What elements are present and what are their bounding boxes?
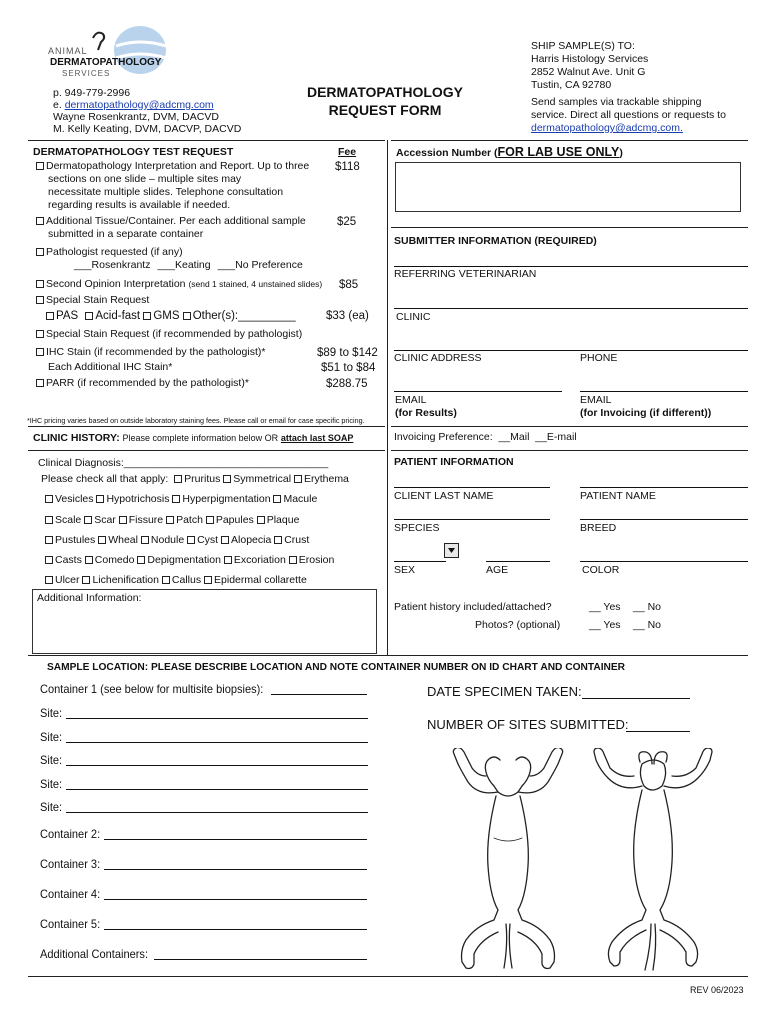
symptom-checkbox[interactable] <box>137 556 145 564</box>
symptom-checkbox[interactable] <box>204 576 212 584</box>
symptom-label: Depigmentation <box>147 554 221 566</box>
email-invoicing <box>580 394 711 420</box>
symptom-row-2 <box>45 493 317 506</box>
container-2-line[interactable] <box>104 839 367 840</box>
divider <box>28 450 385 451</box>
symptom-label: Pustules <box>55 534 96 546</box>
container-3-line[interactable] <box>104 869 367 870</box>
clinic-address-label: CLINIC ADDRESS <box>394 352 482 364</box>
additional-tissue-label: Additional Tissue/Container. Per each additional sample <box>46 215 306 227</box>
logo <box>48 24 168 80</box>
symptom-label: Scar <box>94 514 116 526</box>
site-label: Site: <box>40 730 63 744</box>
symptom-label: Cyst <box>197 534 219 546</box>
interpretation-label: Dermatopathology Interpretation and Report. Up to three <box>46 160 310 172</box>
ship-street: 2852 Walnut Ave. Unit G <box>531 66 646 78</box>
symptom-label: Vesicles <box>55 493 94 505</box>
symptom-checkbox[interactable] <box>45 556 53 564</box>
second-opinion-note: (send 1 stained, 4 unstained slides) <box>188 279 323 289</box>
breed-label: BREED <box>580 522 617 534</box>
symptom-row-1 <box>41 473 349 486</box>
symptom-checkbox[interactable] <box>294 475 302 483</box>
test-item-additional-tissue <box>36 215 306 241</box>
site-line[interactable] <box>66 765 368 766</box>
age-label: AGE <box>486 564 509 576</box>
site-line[interactable] <box>66 789 368 790</box>
symptom-checkbox[interactable] <box>45 536 53 544</box>
second-opinion-checkbox[interactable] <box>36 280 44 288</box>
container-1-line[interactable] <box>271 694 367 695</box>
revision-label: REV 06/2023 <box>690 985 744 995</box>
symptom-checkbox[interactable] <box>174 475 182 483</box>
accession-close: ) <box>619 147 623 159</box>
photos-no[interactable]: __ No <box>633 619 662 631</box>
symptom-label: Alopecia <box>231 534 272 546</box>
additional-tissue-line-2: submitted in a separate container <box>48 228 204 240</box>
site-line[interactable] <box>66 742 368 743</box>
container-5-label: Container 5: <box>40 917 101 931</box>
container-2-label: Container 2: <box>40 827 101 841</box>
symptom-label: Papules <box>215 514 254 526</box>
divider <box>28 655 748 656</box>
ihc-fee: $89 to $142 <box>317 347 378 359</box>
clinic-label: CLINIC <box>396 311 431 323</box>
additional-information-box[interactable] <box>32 589 377 654</box>
symptom-checkbox[interactable] <box>82 576 90 584</box>
additional-tissue-checkbox[interactable] <box>36 217 44 225</box>
num-sites-label: NUMBER OF SITES SUBMITTED: <box>427 717 629 732</box>
form-title-line-1: DERMATOPATHOLOGY <box>306 84 464 100</box>
ihc-additional-label: Each Additional IHC Stain* <box>48 361 173 373</box>
chevron-down-icon <box>445 544 458 557</box>
symptom-label: Crust <box>284 534 310 546</box>
ship-label: SHIP SAMPLE(S) TO: <box>531 40 635 52</box>
site-label: Site: <box>40 777 63 791</box>
symptom-checkbox[interactable] <box>45 516 53 524</box>
divider <box>391 140 748 141</box>
dorsal-outline <box>594 748 712 970</box>
photos-yes[interactable]: __ Yes <box>589 619 621 631</box>
symptom-checkbox[interactable] <box>141 536 149 544</box>
symptom-checkbox[interactable] <box>273 495 281 503</box>
color-line[interactable] <box>580 561 748 562</box>
special-stain-checkbox[interactable] <box>36 296 44 304</box>
symptom-checkbox[interactable] <box>45 576 53 584</box>
parr-fee: $288.75 <box>326 378 368 390</box>
header-phone: p. 949-779-2996 <box>53 87 131 99</box>
symptom-checkbox[interactable] <box>274 536 282 544</box>
symptom-label: Fissure <box>128 514 164 526</box>
symptom-label: Lichenification <box>92 574 159 586</box>
email-results <box>395 394 457 420</box>
breed-line[interactable] <box>580 519 748 520</box>
symptom-label: Plaque <box>266 514 300 526</box>
history-no[interactable]: __ No <box>633 601 662 613</box>
stain-options <box>46 309 296 323</box>
symptom-label: Macule <box>283 493 318 505</box>
symptom-checkbox[interactable] <box>224 556 232 564</box>
test-item-pathologist <box>36 246 303 272</box>
patient-name-label: PATIENT NAME <box>580 490 656 502</box>
ventral-outline <box>453 748 562 969</box>
divider <box>28 976 748 977</box>
fee-heading: Fee <box>338 146 357 158</box>
divider <box>391 426 748 427</box>
divider <box>28 140 385 141</box>
accession-heading <box>396 143 623 161</box>
species-line[interactable] <box>394 519 550 520</box>
email-results-sub: (for Results) <box>395 407 457 419</box>
form-title <box>280 83 490 119</box>
accession-label: Accession Number ( <box>396 147 498 159</box>
ihc-footnote: *IHC pricing varies based on outside laboratory staining fees. Please call or email for case specific pricing. <box>27 416 365 425</box>
symptom-label: Callus <box>171 574 202 586</box>
email-invoicing-sub: (for Invoicing (if different)) <box>580 407 712 419</box>
sex-line[interactable] <box>394 561 446 562</box>
interpretation-line-4: regarding results is available if needed. <box>48 199 231 211</box>
pathologist-option-no-preference[interactable]: ___No Preference <box>217 259 303 271</box>
additional-tissue-fee: $25 <box>337 216 357 228</box>
submitter-heading: SUBMITTER INFORMATION (REQUIRED) <box>394 235 597 247</box>
ship-address <box>531 40 648 92</box>
symptom-label: Comedo <box>94 554 135 566</box>
form-title-line-2: REQUEST FORM <box>328 102 442 118</box>
site-label: Site: <box>40 753 63 767</box>
email-results-label: EMAIL <box>395 394 427 406</box>
symptom-label: Ulcer <box>55 574 80 586</box>
ihc-label: IHC Stain (if recommended by the pathologist)* <box>46 346 266 358</box>
header-email-link[interactable]: dermatopathology@adcmg.com <box>64 99 214 111</box>
accession-number-field[interactable] <box>395 162 741 212</box>
additional-containers-label: Additional Containers: <box>40 947 149 961</box>
ship-name: Harris Histology Services <box>531 53 649 65</box>
special-stain-label: Special Stain Request <box>46 294 150 306</box>
attach-soap-label: attach last SOAP <box>280 433 354 443</box>
species-label: SPECIES <box>394 522 440 534</box>
ship-note-1: Send samples via trackable shipping <box>531 96 702 108</box>
date-taken-line[interactable] <box>582 698 690 699</box>
patient-name-line[interactable] <box>580 487 748 488</box>
container-1-label: Container 1 (see below for multisite biopsies): <box>40 682 264 696</box>
parr-checkbox[interactable] <box>36 379 44 387</box>
symptom-checkbox[interactable] <box>187 536 195 544</box>
pathologist-option-rosenkrantz[interactable]: ___Rosenkrantz <box>74 259 151 271</box>
second-opinion-fee: $85 <box>339 279 359 291</box>
symptom-label: Excoriation <box>233 554 286 566</box>
sex-label: SEX <box>394 564 416 576</box>
ihc-additional-fee: $51 to $84 <box>321 362 376 374</box>
symptom-label: Scale <box>55 514 82 526</box>
test-item-parr <box>36 377 249 390</box>
photos-question: Photos? (optional) <box>475 619 561 631</box>
symptom-row-4 <box>45 534 309 547</box>
gms-checkbox[interactable] <box>143 312 151 320</box>
email-prefix: e. <box>53 99 65 111</box>
symptom-label: Nodule <box>150 534 185 546</box>
symptom-row-6 <box>45 574 307 587</box>
additional-information-label: Additional Information: <box>37 592 142 604</box>
ship-city: Tustin, CA 92780 <box>531 79 612 91</box>
symptom-label: Hypotrichosis <box>106 493 170 505</box>
test-item-interpretation <box>36 160 309 212</box>
symptom-checkbox[interactable] <box>223 475 231 483</box>
symptom-checkbox[interactable] <box>85 556 93 564</box>
pas-label: PAS <box>56 310 79 322</box>
symptom-row-5 <box>45 554 334 567</box>
pathologist-checkbox[interactable] <box>36 248 44 256</box>
symptom-checkbox[interactable] <box>289 556 297 564</box>
color-label: COLOR <box>582 564 620 576</box>
symptom-label: Wheal <box>108 534 138 546</box>
special-stain-recommended-label: Special Stain Request (if recommended by pathologist) <box>46 328 303 340</box>
num-sites-line[interactable] <box>626 731 690 732</box>
history-yes[interactable]: __ Yes <box>589 601 621 613</box>
symptom-checkbox[interactable] <box>166 516 174 524</box>
client-last-name-line[interactable] <box>394 487 550 488</box>
divider <box>28 426 385 427</box>
phone-label: PHONE <box>580 352 618 364</box>
other-stain-label: Other(s):_________ <box>192 310 296 322</box>
doctor-2: M. Kelly Keating, DVM, DACVP, DACVD <box>53 123 242 135</box>
symptom-label: Symmetrical <box>233 473 292 485</box>
container-4-line[interactable] <box>104 899 367 900</box>
additional-containers-line[interactable] <box>154 959 367 960</box>
symptom-checkbox[interactable] <box>84 516 92 524</box>
pas-checkbox[interactable] <box>46 312 54 320</box>
pathologist-label: Pathologist requested (if any) <box>46 246 183 258</box>
symptom-checkbox[interactable] <box>162 576 170 584</box>
other-stain-checkbox[interactable] <box>183 312 191 320</box>
test-item-ihc <box>36 346 265 359</box>
invoicing-preference[interactable]: Invoicing Preference: __Mail __E-mail <box>394 431 577 443</box>
symptom-checkbox[interactable] <box>257 516 265 524</box>
clinic-history-heading-line <box>33 432 353 444</box>
ship-note-2: service. Direct all questions or requests to <box>531 109 726 121</box>
symptom-label: Epidermal collarette <box>214 574 307 586</box>
symptom-checkbox[interactable] <box>98 536 106 544</box>
symptom-checkbox[interactable] <box>172 495 180 503</box>
interpretation-line-2: sections on one slide – multiple sites may <box>48 173 242 185</box>
sample-location-heading: SAMPLE LOCATION: PLEASE DESCRIBE LOCATION AND NOTE CONTAINER NUMBER ON ID CHART AND CONTAINER <box>47 662 626 673</box>
email-invoicing-line[interactable] <box>580 391 748 392</box>
symptom-checkbox[interactable] <box>96 495 104 503</box>
container-4-label: Container 4: <box>40 887 101 901</box>
history-question: Patient history included/attached? <box>394 601 552 613</box>
test-item-special-stain <box>36 294 149 307</box>
site-label: Site: <box>40 800 63 814</box>
parr-label: PARR (if recommended by the pathologist)* <box>46 377 249 389</box>
divider <box>391 227 748 228</box>
acid-fast-checkbox[interactable] <box>85 312 93 320</box>
logo-text-top: ANIMAL <box>48 46 88 56</box>
site-label: Site: <box>40 706 63 720</box>
age-line[interactable] <box>486 561 550 562</box>
referring-vet-line[interactable] <box>394 266 748 267</box>
container-5-line[interactable] <box>104 929 367 930</box>
date-taken-label: DATE SPECIMEN TAKEN: <box>427 684 582 699</box>
ship-email-link[interactable]: dermatopathology@adcmg.com. <box>531 122 683 134</box>
stain-fee: $33 (ea) <box>326 310 369 322</box>
symptom-label: Patch <box>176 514 203 526</box>
referring-vet-label: REFERRING VETERINARIAN <box>394 268 537 280</box>
symptom-label: Casts <box>55 554 82 566</box>
test-request-heading: DERMATOPATHOLOGY TEST REQUEST <box>33 146 234 158</box>
test-item-second-opinion <box>36 278 322 291</box>
accession-lab-use: FOR LAB USE ONLY <box>497 145 620 159</box>
symptom-label: Pruritus <box>184 473 221 485</box>
symptom-checkbox[interactable] <box>45 495 53 503</box>
test-item-special-stain-recommended <box>36 328 302 341</box>
species-dropdown[interactable] <box>444 543 459 558</box>
client-last-name-label: CLIENT LAST NAME <box>394 490 494 502</box>
special-stain-recommended-checkbox[interactable] <box>36 330 44 338</box>
dog-outline-dorsal-ventral <box>430 748 720 976</box>
symptom-checkbox[interactable] <box>206 516 214 524</box>
clinic-history-instruction: Please complete information below OR <box>122 433 279 443</box>
acid-fast-label: Acid-fast <box>95 310 141 322</box>
divider <box>391 450 748 451</box>
symptom-label: Hyperpigmentation <box>182 493 271 505</box>
body-diagram[interactable] <box>430 748 720 976</box>
check-all-label: Please check all that apply: <box>41 473 169 485</box>
gms-label: GMS <box>153 310 180 322</box>
email-results-line[interactable] <box>394 391 562 392</box>
symptom-label: Erosion <box>298 554 335 566</box>
logo-text-main: DERMATOPATHOLOGY <box>50 57 162 68</box>
email-invoicing-label: EMAIL <box>580 394 612 406</box>
symptom-checkbox[interactable] <box>119 516 127 524</box>
column-divider <box>387 140 388 655</box>
symptom-checkbox[interactable] <box>221 536 229 544</box>
symptom-row-3 <box>45 514 299 527</box>
interpretation-line-3: necessitate multiple slides. Telephone consultation <box>48 186 284 198</box>
interpretation-fee: $118 <box>335 161 360 173</box>
ship-note <box>531 96 726 135</box>
clinical-diagnosis[interactable]: Clinical Diagnosis:___________________________________ <box>38 457 329 469</box>
second-opinion-label: Second Opinion Interpretation <box>46 278 186 290</box>
container-3-label: Container 3: <box>40 857 101 871</box>
clinic-address-line[interactable] <box>394 350 748 351</box>
ihc-checkbox[interactable] <box>36 348 44 356</box>
clinic-line[interactable] <box>394 308 748 309</box>
site-line[interactable] <box>66 718 368 719</box>
site-line[interactable] <box>66 812 368 813</box>
pathologist-option-keating[interactable]: ___Keating <box>157 259 211 271</box>
doctor-1: Wayne Rosenkrantz, DVM, DACVD <box>53 111 219 123</box>
interpretation-checkbox[interactable] <box>36 162 44 170</box>
logo-text-bottom: SERVICES <box>62 69 111 78</box>
patient-heading: PATIENT INFORMATION <box>394 456 514 468</box>
symptom-label: Erythema <box>303 473 349 485</box>
clinic-history-heading: CLINIC HISTORY: <box>33 432 120 444</box>
